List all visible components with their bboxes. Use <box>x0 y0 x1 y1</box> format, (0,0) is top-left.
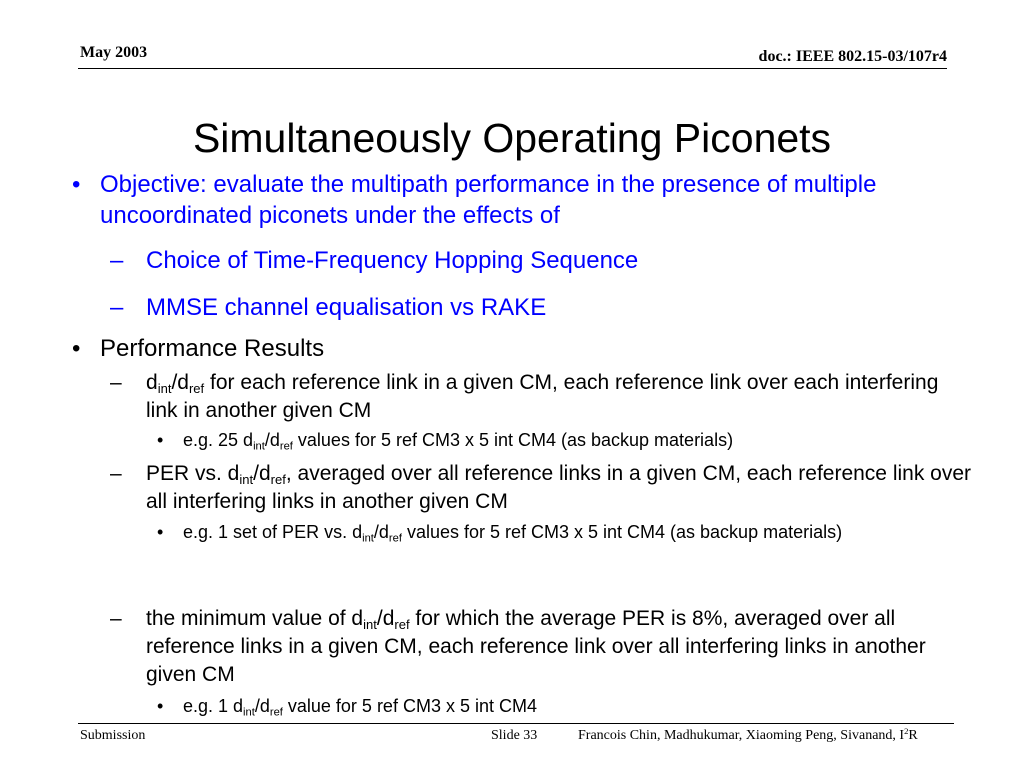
subbullet-per-vs-text: PER vs. $d_{int}/d_{ref}$, averaged over all reference links in a given CM, each reference link over all interfering links in another given CM <box>146 462 972 513</box>
bullet-objective-text: Objective: evaluate the multipath performance in the presence of multiple uncoordinated piconets under the effects of <box>100 171 877 229</box>
example-per-vs <box>157 521 957 544</box>
bullet-dot-icon: • <box>157 522 164 542</box>
example-min-value-text: e.g. 1 $d_{int}/d_{ref}$ value for 5 ref CM3 x 5 int CM4 <box>183 696 537 719</box>
example-dint-dref <box>157 429 957 452</box>
footer-submission: Submission <box>80 728 146 743</box>
dash-icon: – <box>110 607 122 630</box>
bullet-dot-icon: • <box>72 171 81 198</box>
bullet-performance-text: Performance Results <box>100 335 325 362</box>
bullet-performance <box>72 333 972 364</box>
dash-icon: – <box>110 247 124 274</box>
example-dint-dref-text: e.g. 25 $d_{int}/d_{ref}$ values for 5 ref CM3 x 5 int CM4 (as backup materials) <box>183 430 734 453</box>
dash-icon: – <box>110 294 124 321</box>
bullet-dot-icon: • <box>157 696 164 716</box>
dash-icon: – <box>110 462 122 485</box>
example-min-value <box>157 695 957 718</box>
dash-icon: – <box>110 371 122 394</box>
example-per-vs-text: e.g. 1 set of PER vs. $d_{int}/d_{ref}$ values for 5 ref CM3 x 5 int CM4 (as backup materials) <box>183 522 843 545</box>
subbullet-mmse <box>110 292 972 323</box>
bullet-objective <box>72 169 972 231</box>
footer-slide-number: Slide 33 <box>491 728 538 743</box>
header-date: May 2003 <box>80 44 148 61</box>
slide-title: Simultaneously Operating Piconets <box>192 115 832 161</box>
footer-authors: Francois Chin, Madhukumar, Xiaoming Peng, Sivanand, $I^2R$ <box>578 726 918 743</box>
footer-divider <box>78 723 954 724</box>
subbullet-mmse-text: MMSE channel equalisation vs RAKE <box>146 294 547 321</box>
subbullet-min-value-text: the minimum value of $d_{int}/d_{ref}$ for which the average PER is 8%, averaged over all reference links in a given CM, each reference link over all interfering links in another given CM <box>146 607 926 686</box>
subbullet-min-value <box>110 605 972 689</box>
subbullet-dint-dref-text: $d_{int}/d_{ref}$ for each reference link in a given CM, each reference link over each interfering link in another given CM <box>146 371 939 422</box>
bullet-dot-icon: • <box>72 335 81 362</box>
subbullet-dint-dref <box>110 369 972 425</box>
header-doc-id: doc.: IEEE 802.15-03/107r4 <box>758 48 947 65</box>
bullet-dot-icon: • <box>157 430 164 450</box>
subbullet-choice-text: Choice of Time-Frequency Hopping Sequence <box>146 247 639 274</box>
subbullet-choice <box>110 245 972 276</box>
subbullet-per-vs <box>110 460 972 516</box>
